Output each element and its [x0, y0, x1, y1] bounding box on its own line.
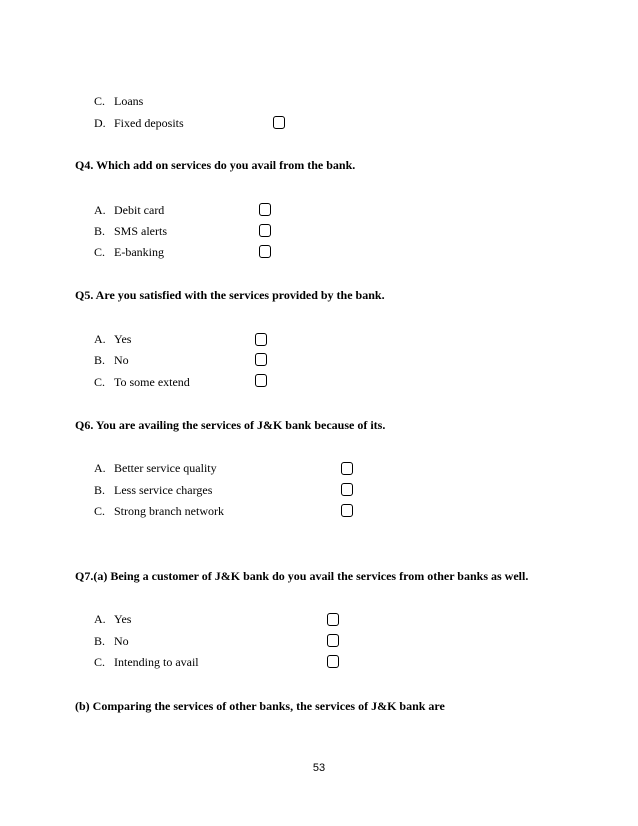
option-text: E-banking [114, 245, 164, 259]
option-q3-d [94, 116, 184, 130]
checkbox-q4-a[interactable] [259, 203, 271, 216]
question-q7a: Q7.(a) Being a customer of J&K bank do you avail the services from other banks as well. [75, 569, 529, 583]
checkbox-q7a-c[interactable] [327, 655, 339, 668]
checkbox-q6-a[interactable] [341, 462, 353, 475]
checkbox-q4-c[interactable] [259, 245, 271, 258]
option-q6-c [94, 504, 224, 518]
option-letter: C. [94, 94, 106, 108]
option-text: Debit card [114, 203, 165, 217]
checkbox-q3-d[interactable] [273, 116, 285, 129]
option-text: Loans [114, 94, 144, 108]
option-letter: C. [94, 245, 106, 259]
checkbox-q7a-b[interactable] [327, 634, 339, 647]
option-q7a-c [94, 655, 199, 669]
option-letter: B. [94, 353, 106, 367]
option-text: To some extend [114, 375, 190, 389]
checkbox-q6-b[interactable] [341, 483, 353, 496]
question-q5: Q5. Are you satisfied with the services provided by the bank. [75, 288, 385, 302]
option-letter: A. [94, 461, 106, 475]
option-q4-b [94, 224, 167, 238]
option-letter: C. [94, 375, 106, 389]
option-q6-b [94, 483, 212, 497]
option-letter: C. [94, 655, 106, 669]
option-text: Less service charges [114, 483, 213, 497]
option-letter: A. [94, 332, 106, 346]
option-q5-c [94, 375, 190, 389]
question-q6: Q6. You are availing the services of J&K bank because of its. [75, 418, 386, 432]
option-letter: A. [94, 612, 106, 626]
option-q4-a [94, 203, 164, 217]
checkbox-q5-b[interactable] [255, 353, 267, 366]
option-q4-c [94, 245, 164, 259]
page-number: 53 [312, 762, 326, 774]
option-letter: B. [94, 224, 106, 238]
option-text: Yes [114, 612, 132, 626]
option-text: Intending to avail [114, 655, 199, 669]
option-q5-a [94, 332, 131, 346]
option-text: No [114, 353, 129, 367]
option-letter: B. [94, 634, 106, 648]
option-text: Strong branch network [114, 504, 224, 518]
option-letter: C. [94, 504, 106, 518]
option-text: Fixed deposits [114, 116, 184, 130]
option-q7a-a [94, 612, 131, 626]
option-q6-a [94, 461, 217, 475]
option-letter: D. [94, 116, 106, 130]
option-q3-c [94, 94, 143, 108]
option-text: SMS alerts [114, 224, 168, 238]
option-q7a-b [94, 634, 129, 648]
checkbox-q4-b[interactable] [259, 224, 271, 237]
option-q5-b [94, 353, 129, 367]
option-letter: B. [94, 483, 106, 497]
option-text: Better service quality [114, 461, 217, 475]
checkbox-q7a-a[interactable] [327, 613, 339, 626]
checkbox-q6-c[interactable] [341, 504, 353, 517]
question-q7b: (b) Comparing the services of other banks, the services of J&K bank are [75, 699, 445, 713]
checkbox-q5-a[interactable] [255, 333, 267, 346]
question-q4: Q4. Which add on services do you avail from the bank. [75, 158, 356, 172]
option-text: No [114, 634, 129, 648]
option-text: Yes [114, 332, 132, 346]
checkbox-q5-c[interactable] [255, 374, 267, 387]
option-letter: A. [94, 203, 106, 217]
